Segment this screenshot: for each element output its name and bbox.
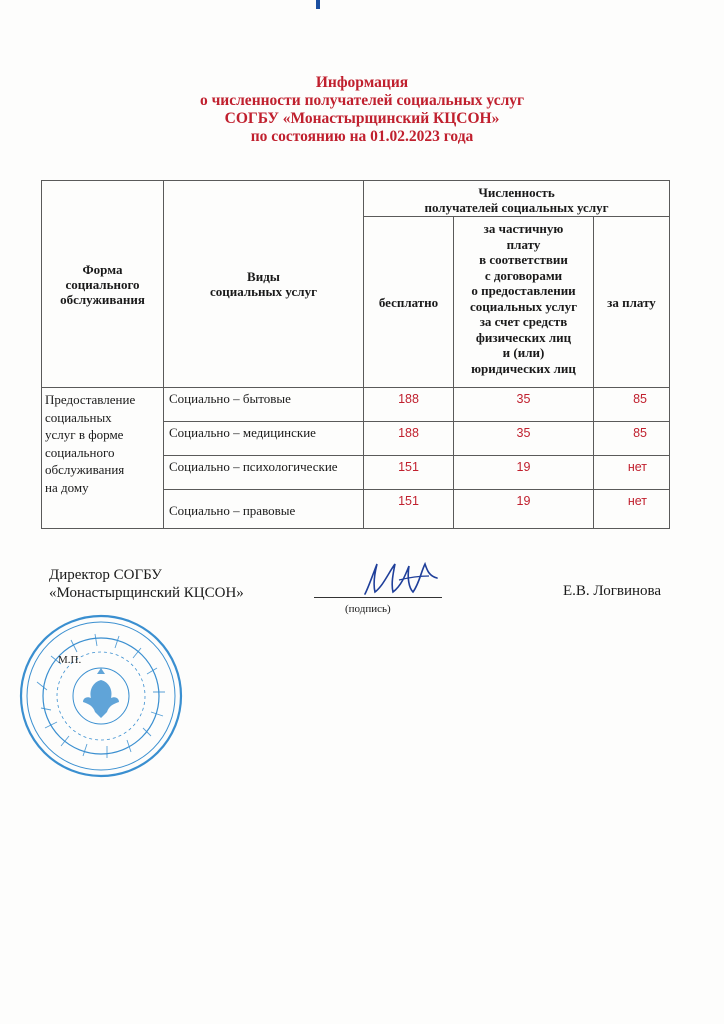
partial-cell: 19 [454, 490, 594, 529]
paid-cell: 85 [594, 422, 670, 456]
document-title [0, 74, 724, 146]
director-line-1: Директор СОГБУ [49, 567, 162, 583]
header-partial: за частичную плату в соответствии с договорами о предоставлении социальных услуг за счет средств физических лиц и (или) юридических лиц [454, 217, 594, 388]
recipients-table [41, 180, 670, 529]
kind-cell: Социально – психологические [164, 456, 364, 490]
free-cell: 151 [364, 490, 454, 529]
title-line-1: Информация [315, 74, 409, 91]
header-form: Форма социального обслуживания [42, 181, 164, 388]
director-line-2: «Монастырщинский КЦСОН» [49, 585, 244, 601]
paid-cell: нет [594, 456, 670, 490]
kind-cell: Социально – правовые [164, 490, 364, 529]
partial-cell: 35 [454, 388, 594, 422]
signature-caption: (подпись) [345, 603, 391, 615]
paid-cell: 85 [594, 388, 670, 422]
title-line-3: СОГБУ «Монастырщинский КЦСОН» [224, 110, 500, 127]
signature-line [314, 597, 442, 598]
official-stamp [17, 612, 185, 780]
header-kind: Виды социальных услуг [164, 181, 364, 388]
signer-name: Е.В. Логвинова [563, 583, 662, 599]
director-title [49, 566, 244, 602]
form-cell: Предоставление социальных услуг в форме социального обслуживания на дому [42, 388, 164, 529]
stamp-label: М.П. [58, 654, 82, 666]
partial-cell: 19 [454, 456, 594, 490]
free-cell: 151 [364, 456, 454, 490]
kind-cell: Социально – бытовые [164, 388, 364, 422]
partial-cell: 35 [454, 422, 594, 456]
header-paid: за плату [594, 217, 670, 388]
scan-mark [316, 0, 320, 9]
free-cell: 188 [364, 388, 454, 422]
title-line-4: по состоянию на 01.02.2023 года [250, 128, 474, 145]
handwritten-signature [355, 556, 445, 600]
title-line-2: о численности получателей социальных услуг [199, 92, 525, 109]
header-free: бесплатно [364, 217, 454, 388]
free-cell: 188 [364, 422, 454, 456]
table-row [42, 388, 670, 422]
header-count: Численность получателей социальных услуг [364, 181, 670, 217]
paid-cell: нет [594, 490, 670, 529]
kind-cell: Социально – медицинские [164, 422, 364, 456]
